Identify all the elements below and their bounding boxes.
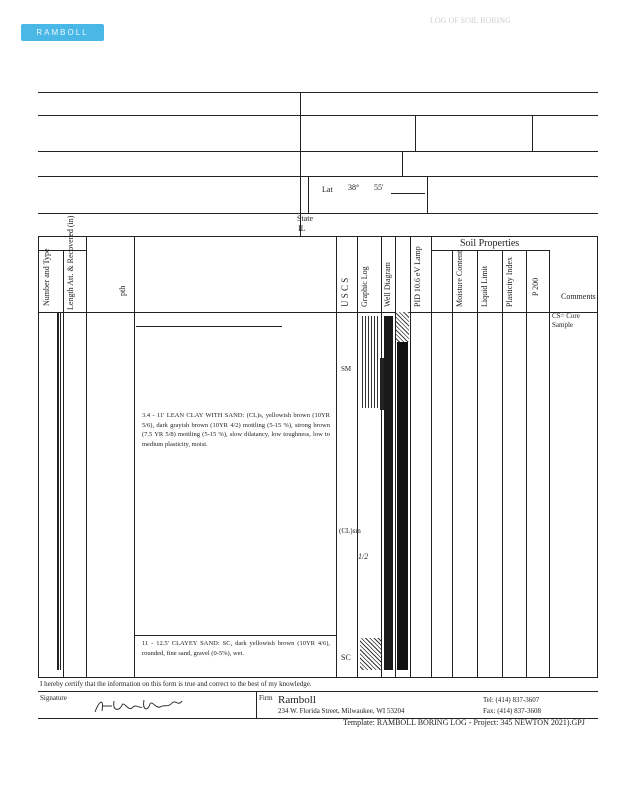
description-lean-clay: 3.4 - 11' LEAN CLAY WITH SAND: (CL)s, yellowish brown (10YR 5/6), dark grayish brown (10YR 4/2) mottling (5-15 %), strong brown (7.5 YR 5/8) mottling (5-15 %), slow dilatancy, low toughness, low to medium plasticity, moist. (142, 412, 330, 448)
uscs-sm: SM (341, 365, 352, 373)
firm-label: Firm (259, 694, 273, 702)
report-title: LOG OF SOIL BORING (430, 16, 511, 25)
uscs-cl: (CL)sm (339, 527, 361, 535)
col-well-diagram: Well Diagram (383, 262, 392, 307)
col-number-type: Number and Type (42, 248, 51, 306)
col-depth: pth (118, 285, 127, 296)
firm-tel: Tel: (414) 837-3607 (483, 696, 540, 704)
col-soil-properties: Soil Properties (460, 238, 520, 249)
ramboll-logo: RAMBOLL (21, 24, 104, 41)
uscs-sc: SC (341, 653, 351, 662)
certification-text: I hereby certify that the information on this form is true and correct to the best of my knowledge. (40, 680, 312, 688)
state-value: IL (298, 224, 306, 233)
firm-fax: Fax: (414) 837-3608 (483, 707, 541, 715)
col-uscs: U S C S (340, 277, 350, 307)
state-label: State (297, 214, 313, 223)
template-line: Template: RAMBOLL BORING LOG - Project: 345 NEWTON 2021).GPJ (343, 718, 585, 727)
description-clayey-sand: 11 - 12.5' CLAYEY SAND: SC, dark yellowish brown (10YR 4/6), rounded, fine sand, gravel (0-5%), wet. (142, 640, 330, 657)
signature-image (92, 695, 187, 717)
lat-label: Lat (322, 185, 333, 194)
well-screen (397, 342, 408, 670)
fraction-mark: 1/2 (358, 552, 369, 561)
well-seal (396, 312, 409, 342)
col-liquid-limit: Liquid Limit (480, 265, 489, 307)
col-moisture-content: Moisture Content (455, 250, 464, 307)
lat-degrees: 38° (348, 183, 360, 192)
graphic-log-sm (360, 316, 380, 408)
graphic-log-sc (360, 638, 381, 670)
firm-name: Ramboll (278, 694, 316, 706)
comment-core-sample: CS= Core Sample (552, 312, 580, 329)
signature-label: Signature (40, 694, 67, 702)
col-pid: PID 10.6 eV Lamp (413, 246, 422, 307)
col-comments: Comments (561, 292, 596, 301)
lat-minutes: 55' (374, 183, 384, 192)
col-graphic-log: Graphic Log (360, 266, 369, 307)
col-length-recovered: Length Att. & Recovered (in) (66, 215, 75, 310)
firm-address: 234 W. Florida Street, Milwaukee, WI 53204 (278, 707, 405, 715)
col-plasticity-index: Plasticity Index (505, 257, 514, 307)
well-riser (384, 316, 393, 670)
col-p200: P 200 (531, 277, 540, 296)
